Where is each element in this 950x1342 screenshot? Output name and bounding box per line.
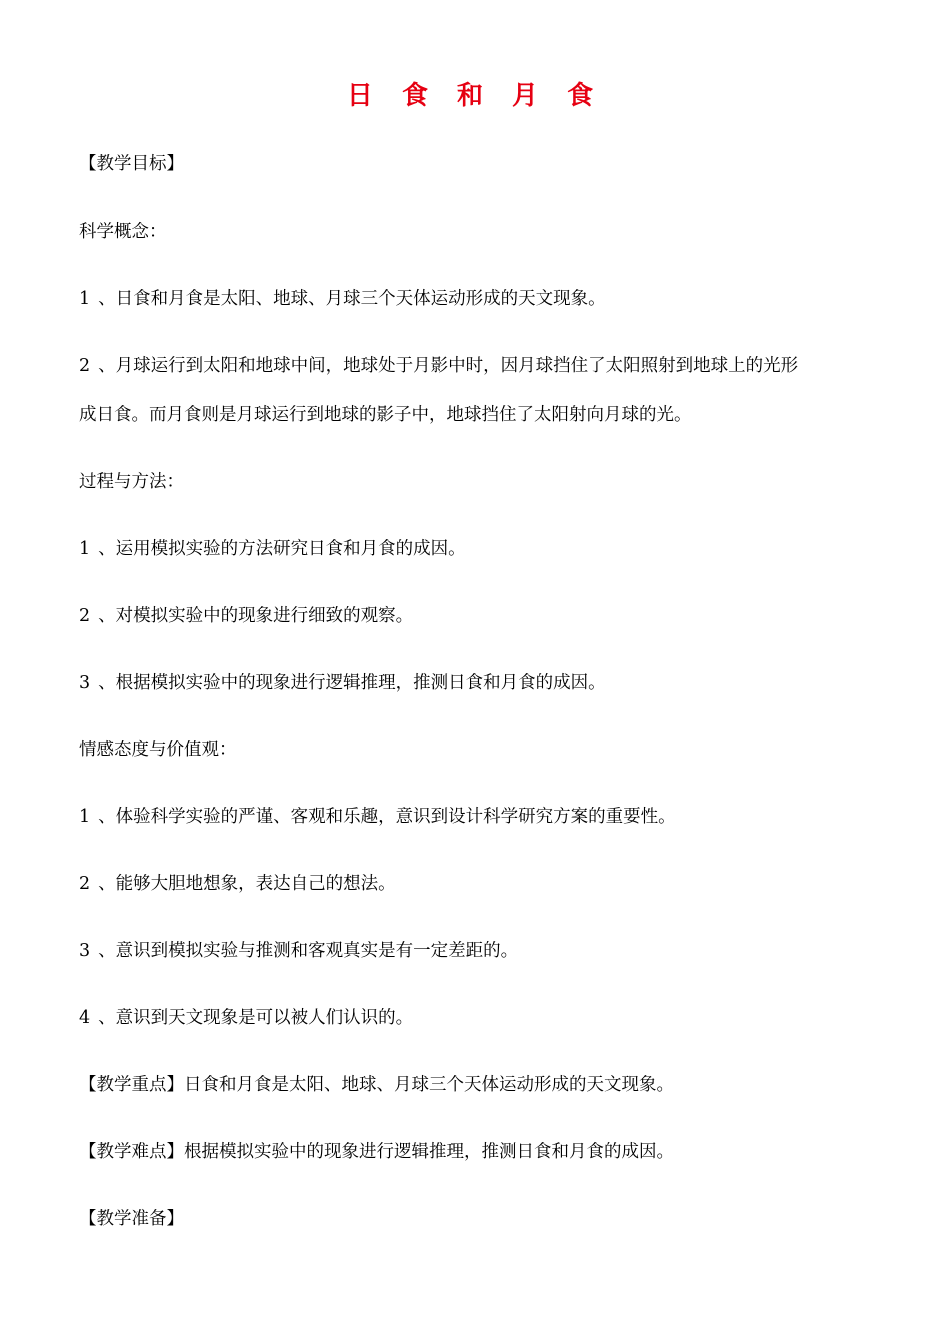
subheading-attitudes-values: 情感态度与价值观： xyxy=(79,740,237,760)
subheading-process-methods: 过程与方法： xyxy=(79,472,184,492)
list-item: 1 、日食和月食是太阳、地球、月球三个天体运动形成的天文现象。 xyxy=(79,289,606,309)
list-item: 1 、体验科学实验的严谨、客观和乐趣，意识到设计科学研究方案的重要性。 xyxy=(79,807,676,827)
list-item: 4 、意识到天文现象是可以被人们认识的。 xyxy=(79,1008,414,1028)
key-point-paragraph: 【教学重点】日食和月食是太阳、地球、月球三个天体运动形成的天文现象。 xyxy=(79,1075,674,1095)
list-item: 2 、能够大胆地想象，表达自己的想法。 xyxy=(79,874,396,894)
list-item-continuation: 成日食。而月食则是月球运行到地球的影子中，地球挡住了太阳射向月球的光。 xyxy=(79,405,692,425)
section-heading-objectives: 【教学目标】 xyxy=(79,154,184,174)
difficult-point-paragraph: 【教学难点】根据模拟实验中的现象进行逻辑推理，推测日食和月食的成因。 xyxy=(79,1142,674,1162)
page-title: 日 食 和 月 食 xyxy=(346,81,604,111)
list-item: 3 、意识到模拟实验与推测和客观真实是有一定差距的。 xyxy=(79,941,519,961)
list-item: 2 、月球运行到太阳和地球中间，地球处于月影中时，因月球挡住了太阳照射到地球上的光形 xyxy=(79,356,799,376)
subheading-science-concepts: 科学概念： xyxy=(79,222,167,242)
list-item: 2 、对模拟实验中的现象进行细致的观察。 xyxy=(79,606,414,626)
list-item: 1 、运用模拟实验的方法研究日食和月食的成因。 xyxy=(79,539,466,559)
list-item: 3 、根据模拟实验中的现象进行逻辑推理，推测日食和月食的成因。 xyxy=(79,673,606,693)
section-heading-preparation: 【教学准备】 xyxy=(79,1209,184,1229)
